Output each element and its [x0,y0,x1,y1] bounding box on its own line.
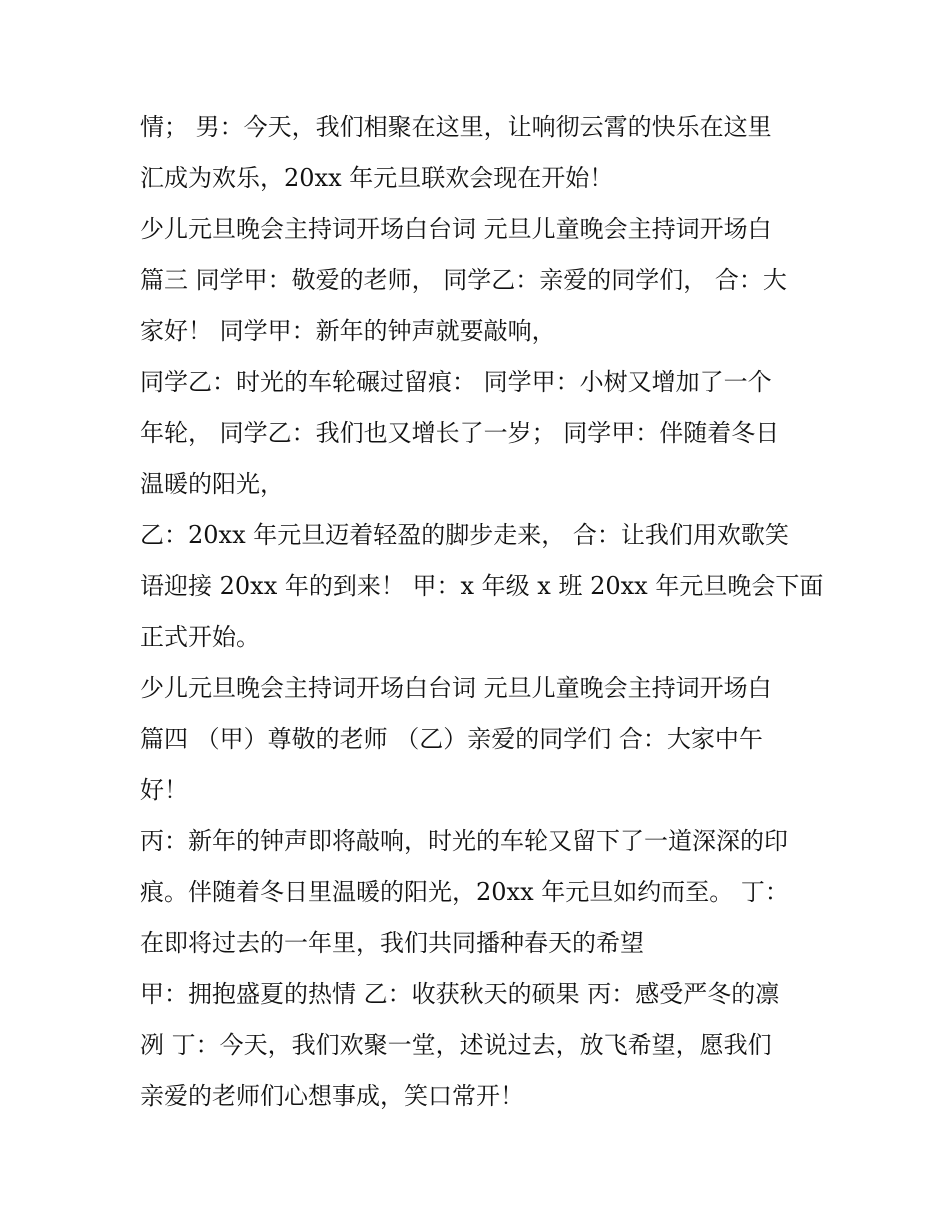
text-line: 甲：拥抱盛夏的热情 乙：收获秋天的硕果 丙：感受严冬的凛 [140,980,780,1008]
text-line: 正式开始。 [140,623,260,651]
text-line: 情； 男：今天，我们相聚在这里，让响彻云霄的快乐在这里 [140,113,772,141]
text-line: 篇三 同学甲：敬爱的老师， 同学乙：亲爱的同学们， 合：大 [140,266,787,294]
text-line: 家好！ 同学甲：新年的钟声就要敲响， [140,317,556,345]
text-line: 同学乙：时光的车轮碾过留痕： 同学甲：小树又增加了一个 [140,368,772,396]
text-line: 乙：20xx 年元旦迈着轻盈的脚步走来， 合：让我们用欢歌笑 [140,521,789,549]
text-line: 丙：新年的钟声即将敲响，时光的车轮又留下了一道深深的印 [140,827,788,855]
text-line: 年轮， 同学乙：我们也又增长了一岁； 同学甲：伴随着冬日 [140,419,780,447]
text-line: 在即将过去的一年里，我们共同播种春天的希望 [140,929,644,957]
text-line: 好！ [140,776,188,804]
text-line: 痕。伴随着冬日里温暖的阳光，20xx 年元旦如约而至。 丁： [140,878,789,906]
text-line: 汇成为欢乐，20xx 年元旦联欢会现在开始！ [140,164,614,192]
text-line: 少儿元旦晚会主持词开场白台词 元旦儿童晚会主持词开场白 [140,215,772,243]
text-line: 篇四 （甲）尊敬的老师 （乙）亲爱的同学们 合：大家中午 [140,725,763,753]
text-line: 温暖的阳光， [140,470,284,498]
text-line: 亲爱的老师们心想事成，笑口常开！ [140,1082,524,1110]
text-line: 冽 丁：今天，我们欢聚一堂，述说过去，放飞希望，愿我们 [140,1031,772,1059]
text-line: 语迎接 20xx 年的到来！ 甲：x 年级 x 班 20xx 年元旦晚会下面 [140,572,824,600]
text-line: 少儿元旦晚会主持词开场白台词 元旦儿童晚会主持词开场白 [140,674,772,702]
